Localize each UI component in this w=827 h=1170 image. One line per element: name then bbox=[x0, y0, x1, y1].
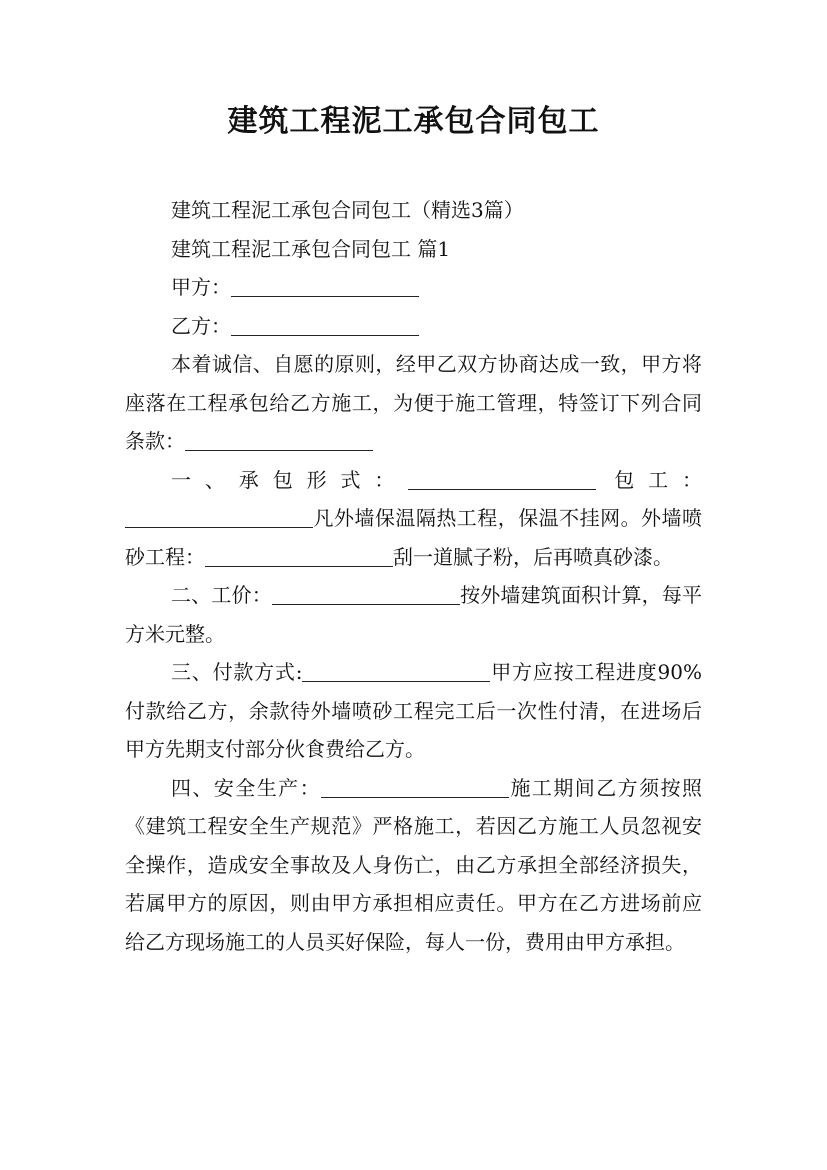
preamble-paragraph bbox=[125, 345, 702, 461]
clause-1-blank-c bbox=[205, 546, 393, 567]
document-body bbox=[125, 191, 702, 961]
preamble-text: 本着诚信、自愿的原则，经甲乙双方协商达成一致，甲方将座落在工程承包给乙方施工，为便于施工管理，特签订下列合同条款： bbox=[125, 352, 702, 453]
party-b-label: 乙方： bbox=[171, 313, 231, 338]
clause-1-mid: 包工： bbox=[600, 467, 703, 492]
clause-1-label: 一、承包形式： bbox=[171, 467, 409, 492]
clause-3-label: 三、付款方式: bbox=[171, 660, 303, 684]
preamble-blank bbox=[185, 430, 373, 451]
party-a-label: 甲方： bbox=[171, 275, 231, 299]
party-a-blank bbox=[231, 276, 419, 297]
subtitle: 建筑工程泥工承包合同包工（精选3篇） bbox=[171, 198, 524, 222]
document-title: 建筑工程泥工承包合同包工 bbox=[227, 104, 600, 139]
clause-4-blank bbox=[321, 777, 509, 798]
clause-1-paragraph bbox=[125, 461, 702, 577]
party-a-line bbox=[125, 268, 702, 307]
clause-4-label: 四、安全生产： bbox=[171, 775, 322, 800]
clause-2-text: 按外墙建筑面积计算，每平方米元整。 bbox=[125, 583, 703, 646]
clause-1-blank-a bbox=[408, 469, 596, 490]
section-heading: 建筑工程泥工承包合同包工 篇1 bbox=[171, 236, 451, 261]
clause-4-paragraph bbox=[125, 769, 702, 962]
party-b-blank bbox=[231, 315, 419, 336]
clause-3-blank bbox=[302, 661, 490, 682]
clause-1-blank-b bbox=[125, 507, 313, 528]
party-b-line bbox=[125, 307, 702, 346]
clause-2-label: 二、工价： bbox=[171, 583, 272, 607]
clause-3-paragraph bbox=[125, 653, 702, 769]
clause-4-text: 施工期间乙方须按照《建筑工程安全生产规范》严格施工，若因乙方施工人员忽视安全操作，造成安全事故及人身伤亡，由乙方承担全部经济损失，若属甲方的原因，则由甲方承担相应责任。甲方在乙方进场前应给乙方现场施工的人员买好保险，每人一份，费用由甲方承担。 bbox=[125, 775, 702, 954]
clause-1-text-b: 刮一道腻子粉，后再喷真砂漆。 bbox=[393, 544, 673, 569]
clause-2-blank bbox=[272, 584, 460, 605]
clause-3-text: 甲方应按工程进度90%付款给乙方，余款待外墙喷砂工程完工后一次性付清，在进场后甲方先期支付部分伙食费给乙方。 bbox=[125, 660, 702, 761]
clause-2-paragraph bbox=[125, 576, 702, 653]
clause-1-text-a: 凡外墙保温隔热工程，保温不挂网。外墙喷砂工程： bbox=[125, 506, 702, 569]
